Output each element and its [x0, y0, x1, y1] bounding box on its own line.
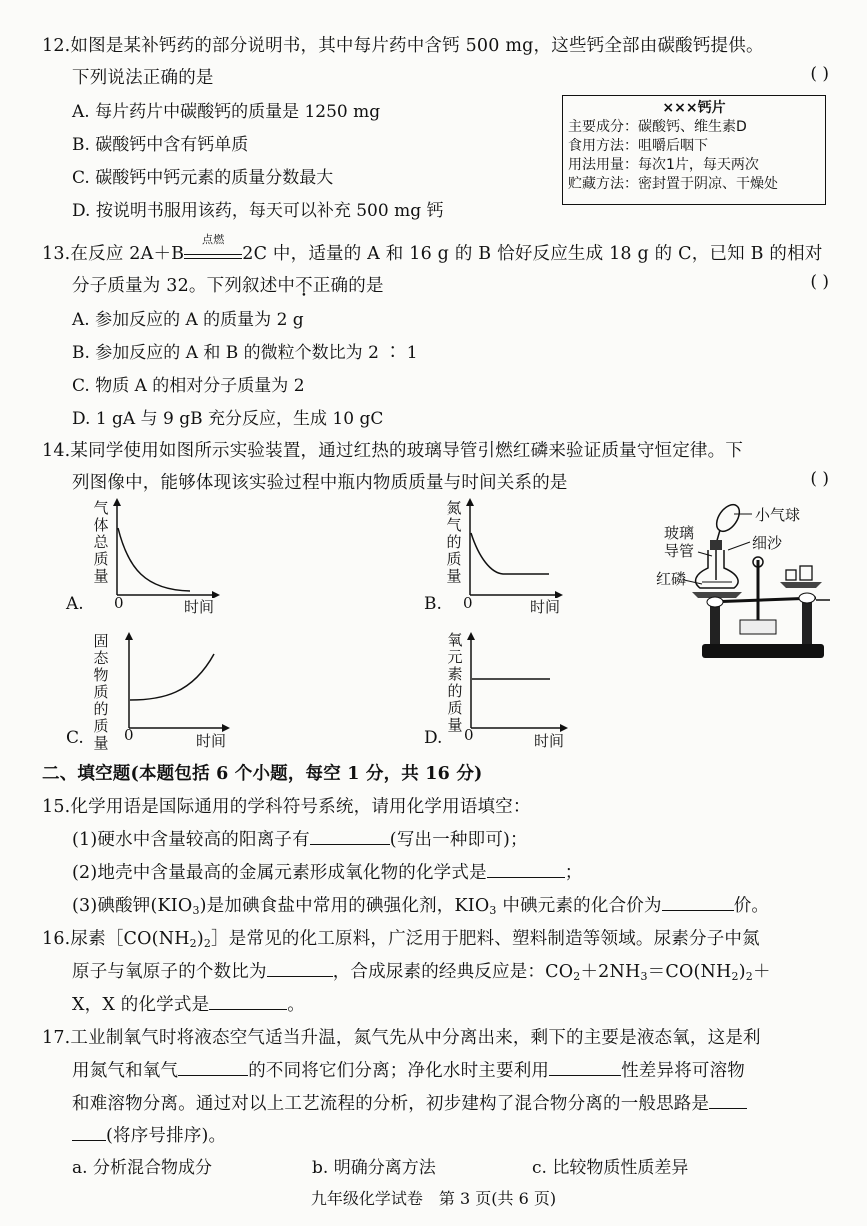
reaction-condition: 点燃: [202, 233, 225, 246]
graph-c-plot: [122, 632, 230, 732]
q12-stem-line1: 12.如图是某补钙药的部分说明书，其中每片药中含钙 500 mg，这些钙全部由碳酸钙提供。: [42, 36, 764, 56]
q15-blank-2[interactable]: [487, 859, 565, 878]
q16-l2-sub2: 3: [640, 970, 648, 983]
q13-post: 2C 中，适量的 A 和 16 g 的 B 恰好反应生成 18 g 的 C，已知 B 的相对: [242, 244, 823, 264]
q16-l2e: ): [738, 962, 746, 982]
q15-part3-text-b: )是加碘食盐中常用的碘强化剂，KIO: [199, 896, 490, 916]
graph-d-xlabel: 时间: [534, 732, 565, 750]
q17-l4: (将序号排序)。: [106, 1126, 227, 1146]
q17-l2a: 用氮气和氧气: [72, 1061, 179, 1081]
q16-l1c: ］是常见的化工原料，广泛用于肥料、塑料制造等领域。尿素分子中氮: [211, 929, 760, 949]
apparatus-label-phosphorus: 红磷: [656, 570, 687, 588]
label-row-ingredients: 主要成分：碳酸钙、维生素D: [568, 119, 747, 135]
q16-l2f: ＋: [752, 962, 771, 982]
q13-option-d: D. 1 gA 与 9 gB 充分反应，生成 10 gC: [72, 409, 384, 429]
page-footer: 九年级化学试卷 第 3 页(共 6 页): [310, 1189, 557, 1208]
graph-c-origin: 0: [124, 726, 134, 744]
graph-b-plot: [463, 498, 563, 598]
q15-part1: [72, 826, 528, 851]
q15-part3-end: 价。: [733, 896, 770, 916]
q16-line3: [72, 991, 305, 1016]
q17-line3: [72, 1090, 747, 1115]
q16-blank-1[interactable]: [267, 958, 333, 977]
emphasis-not: 不: [295, 276, 313, 296]
q16-l2-sub4: 2: [745, 970, 753, 983]
q15-part2-text: (2)地壳中含量最高的金属元素形成氧化物的化学式是: [72, 863, 487, 883]
q17-line2: [72, 1057, 745, 1082]
label-row-method: 食用方法：咀嚼后咽下: [568, 138, 708, 154]
q16-l2c: ＋2NH: [580, 962, 641, 982]
graph-a-label: A.: [66, 594, 84, 614]
q17-l2c: 性差异将可溶物: [621, 1061, 746, 1081]
q17-blank-2[interactable]: [549, 1057, 621, 1076]
q17-blank-1[interactable]: [178, 1057, 248, 1076]
graph-c-xlabel: 时间: [196, 732, 227, 750]
q16-l2-sub1: 2: [573, 970, 581, 983]
q14-stem-line1: 14.某同学使用如图所示实验装置，通过红热的玻璃导管引燃红磷来验证质量守恒定律。下: [42, 441, 744, 461]
q16-l2b: ，合成尿素的经典反应是：CO: [332, 962, 574, 982]
graph-d-label: D.: [424, 728, 443, 748]
graph-b-xlabel: 时间: [530, 598, 561, 616]
q12-option-b: B. 碳酸钙中含有钙单质: [72, 135, 249, 155]
q13-option-a: A. 参加反应的 A 的质量为 2 g: [72, 310, 304, 330]
graph-a-origin: 0: [114, 594, 124, 612]
q17-option-a: a. 分析混合物成分: [72, 1158, 212, 1178]
q13-pre: 13.在反应 2A＋B: [42, 244, 185, 264]
q16-l3b: 。: [287, 995, 305, 1015]
section-2-heading: 二、填空题(本题包括 6 个小题，每空 1 分，共 16 分): [42, 764, 483, 784]
q16-l2d: ＝CO(NH: [647, 962, 732, 982]
graph-a-plot: [110, 498, 220, 598]
q17-line4: [72, 1122, 226, 1147]
q15-part1-note: (写出一种即可)；: [389, 830, 528, 850]
q15-blank-1[interactable]: [310, 826, 390, 845]
graph-c-ylabel: 固态物质的质量: [93, 632, 109, 752]
q17-line1: 17.工业制氧气时将液态空气适当升温，氮气先从中分离出来，剩下的主要是液态氧，这是利: [42, 1028, 761, 1048]
q17-option-b: b. 明确分离方法: [312, 1158, 436, 1178]
graph-b-origin: 0: [463, 594, 473, 612]
q16-l3a: X，X 的化学式是: [72, 995, 210, 1015]
q16-line2: [72, 958, 771, 983]
q17-blank-3a[interactable]: [709, 1090, 747, 1109]
reaction-arrow: [184, 233, 242, 259]
equals-sign: [184, 254, 242, 259]
q13-stem-line2: [72, 272, 384, 297]
q15-part2: [72, 859, 583, 884]
q15-part1-text: (1)硬水中含量较高的阳离子有: [72, 830, 310, 850]
q14-answer-paren: ( ): [810, 469, 829, 489]
q17-option-c: c. 比较物质性质差异: [532, 1158, 689, 1178]
q17-l3: 和难溶物分离。通过对以上工艺流程的分析，初步建构了混合物分离的一般思路是: [72, 1094, 710, 1114]
q17-l2b: 的不同将它们分离；净化水时主要利用: [248, 1061, 550, 1081]
apparatus-label-sand: 细沙: [752, 534, 783, 552]
apparatus-label-balloon: 小气球: [755, 506, 801, 524]
graph-a-ylabel: 气体总质量: [93, 499, 109, 585]
q15-part3-text-c: 中碘元素的化合价为: [496, 896, 662, 916]
q16-l1a: 16.尿素［CO(NH: [42, 929, 190, 949]
q15-part3-text-a: (3)碘酸钾(KIO: [72, 896, 193, 916]
graph-d-plot: [464, 632, 568, 732]
label-row-storage: 贮藏方法：密封置于阴凉、干燥处: [568, 176, 778, 192]
q13-option-c: C. 物质 A 的相对分子质量为 2: [72, 376, 305, 396]
q17-blank-3b[interactable]: [72, 1122, 106, 1141]
q15-sub-1: 3: [192, 904, 200, 917]
graph-b-ylabel: 氮气的质量: [446, 499, 462, 585]
graph-d-origin: 0: [464, 726, 474, 744]
q12-answer-paren: ( ): [810, 64, 829, 84]
graph-a-xlabel: 时间: [184, 598, 215, 616]
graph-b-label: B.: [424, 594, 442, 614]
graph-c-label: C.: [66, 728, 84, 748]
q15-blank-3[interactable]: [662, 892, 734, 911]
label-row-dosage: 用法用量：每次1片，每天两次: [568, 157, 759, 173]
q16-l1b: ): [196, 929, 204, 949]
calcium-tablet-label-box: [562, 95, 826, 205]
q13-stem-line1: [42, 233, 823, 265]
q13-line2-part1: 分子质量为 32。下列叙述中: [72, 276, 296, 296]
q14-stem-line2: 列图像中，能够体现该实验过程中瓶内物质质量与时间关系的是: [72, 473, 568, 493]
q13-option-b: B. 参加反应的 A 和 B 的微粒个数比为 2 ∶ 1: [72, 343, 418, 363]
graph-d-ylabel: 氧元素的质量: [447, 631, 463, 734]
q16-l2a: 原子与氧原子的个数比为: [72, 962, 267, 982]
q16-blank-2[interactable]: [209, 991, 287, 1010]
label-title: ×××钙片: [662, 100, 726, 116]
q15-part2-end: ；: [564, 863, 583, 883]
q15-stem: 15.化学用语是国际通用的学科符号系统，请用化学用语填空：: [42, 797, 531, 817]
q16-l1-sub2: 2: [203, 937, 212, 950]
q16-l1-sub1: 2: [189, 937, 197, 950]
q16-l2-sub3: 2: [731, 970, 739, 983]
q13-line2-part3: 正确的是: [312, 276, 384, 296]
q12-option-d: D. 按说明书服用该药，每天可以补充 500 mg 钙: [72, 201, 444, 221]
q15-part3: [72, 892, 769, 917]
apparatus-label-tube: 玻璃导管: [664, 524, 695, 560]
q12-option-c: C. 碳酸钙中钙元素的质量分数最大: [72, 168, 334, 188]
q15-sub-2: 3: [489, 904, 497, 917]
q12-option-a: A. 每片药片中碳酸钙的质量是 1250 mg: [72, 102, 381, 122]
q13-answer-paren: ( ): [810, 272, 829, 292]
q16-line1: [42, 925, 760, 950]
q12-stem-line2: 下列说法正确的是: [72, 68, 214, 88]
